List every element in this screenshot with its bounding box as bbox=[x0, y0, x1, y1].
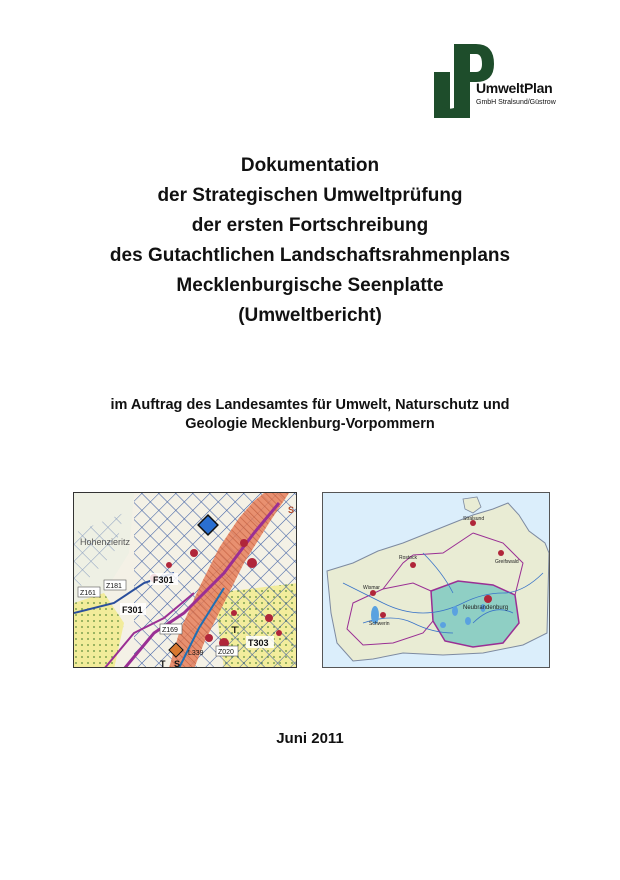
detail-map bbox=[73, 492, 297, 668]
marker-label: T bbox=[160, 659, 166, 668]
city-label: Wismar bbox=[363, 585, 380, 591]
city-label: Greifswald bbox=[495, 559, 519, 565]
title-line: des Gutachtlichen Landschaftsrahmenplans bbox=[109, 245, 511, 266]
city-label: Neubrandenburg bbox=[463, 605, 509, 611]
area-label: F301 bbox=[153, 575, 174, 585]
city-label: Stralsund bbox=[463, 516, 485, 522]
zone-label: L339 bbox=[188, 650, 204, 657]
overview-map bbox=[322, 492, 550, 668]
title-line: Mecklenburgische Seenplatte bbox=[176, 275, 444, 296]
title-line: der ersten Fortschreibung bbox=[191, 215, 429, 236]
zone-label: Z181 bbox=[106, 583, 122, 590]
zone-label: Z161 bbox=[80, 590, 96, 597]
title-line: (Umweltbericht) bbox=[238, 305, 382, 326]
subtitle-line: Geologie Mecklenburg-Vorpommern bbox=[185, 416, 435, 432]
publication-date: Juni 2011 bbox=[276, 730, 344, 747]
logo-brand: UmweltPlan bbox=[476, 80, 553, 96]
document-title bbox=[0, 151, 620, 331]
commissioned-by bbox=[0, 396, 620, 434]
area-label: T303 bbox=[248, 638, 269, 648]
subtitle-line: im Auftrag des Landesamtes für Umwelt, Naturschutz und bbox=[110, 397, 510, 413]
area-label: F301 bbox=[122, 605, 143, 615]
zone-label: Z020 bbox=[218, 649, 234, 656]
title-line: der Strategischen Umweltprüfung bbox=[157, 185, 463, 206]
marker-label: S bbox=[288, 505, 295, 515]
city-label: Schwerin bbox=[369, 621, 390, 627]
marker-label: S bbox=[174, 659, 181, 668]
city-label: Rostock bbox=[399, 555, 418, 561]
place-label: Hohenzieritz bbox=[80, 537, 131, 547]
zone-label: Z169 bbox=[162, 627, 178, 634]
title-line: Dokumentation bbox=[240, 155, 380, 176]
marker-label: T bbox=[232, 625, 238, 635]
logo-subline: GmbH Stralsund/Güstrow bbox=[476, 99, 556, 106]
